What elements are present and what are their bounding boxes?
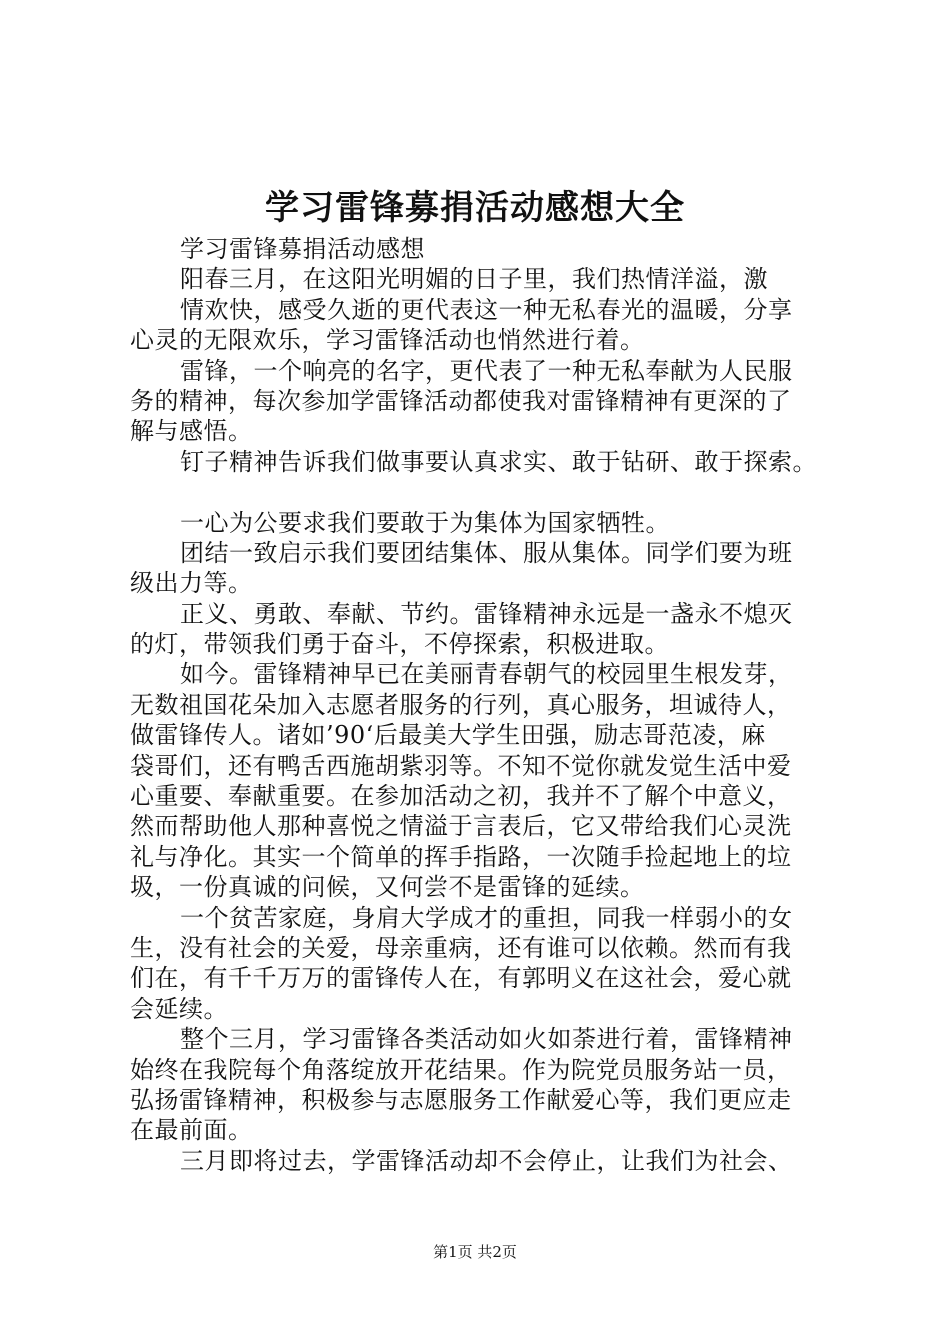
text-line: 钉子精神告诉我们做事要认真求实、敢于钻研、敢于探索。: [180, 447, 817, 476]
text-line: 心重要、奉献重要。在参加活动之初，我并不了解个中意义，: [130, 782, 792, 811]
text-line: 圾，一份真诚的问候，又何尝不是雷锋的延续。: [130, 873, 645, 902]
text-line: 在最前面。: [130, 1116, 253, 1145]
text-line: 礼与净化。其实一个简单的挥手指路，一次随手捡起地上的垃: [130, 842, 792, 871]
text-line: 级出力等。: [130, 569, 253, 598]
text-line: 无数祖国花朵加入志愿者服务的行列，真心服务，坦诚待人，: [130, 690, 792, 719]
text-line: 如今。雷锋精神早已在美丽青春朝气的校园里生根发芽，: [180, 660, 793, 689]
text-line: 正义、勇敢、奉献、节约。雷锋精神永远是一盏永不熄灭: [180, 599, 793, 628]
text-line: 做雷锋传人。诸如’90‘后最美大学生田强，励志哥范凌，麻: [130, 721, 766, 750]
text-line: 学习雷锋募捐活动感想: [180, 235, 425, 263]
text-line: 三月即将过去，学雷锋活动却不会停止，让我们为社会、: [180, 1146, 793, 1175]
text-line: 们在，有千千万万的雷锋传人在，有郭明义在这社会，爱心就: [130, 964, 792, 993]
blank-line: [130, 477, 850, 507]
text-line: 团结一致启示我们要团结集体、服从集体。同学们要为班: [180, 538, 793, 567]
text-line: 的灯，带领我们勇于奋斗，不停探索，积极进取。: [130, 630, 669, 659]
text-line: 袋哥们，还有鸭舌西施胡紫羽等。不知不觉你就发觉生活中爱: [130, 751, 792, 780]
text-line: 务的精神，每次参加学雷锋活动都使我对雷锋精神有更深的了: [130, 386, 792, 415]
document-title: 学习雷锋募捐活动感想大全: [265, 188, 685, 228]
text-line: 情欢快，感受久逝的更代表这一种无私春光的温暖，分享: [180, 295, 793, 324]
text-line: 会延续。: [130, 994, 228, 1023]
text-line: 弘扬雷锋精神，积极参与志愿服务工作献爱心等，我们更应走: [130, 1085, 792, 1114]
text-line: 雷锋，一个响亮的名字，更代表了一种无私奉献为人民服: [180, 356, 793, 385]
text-line: 阳春三月，在这阳光明媚的日子里，我们热情洋溢，激: [180, 265, 768, 294]
text-line: 一个贫苦家庭，身肩大学成才的重担，同我一样弱小的女: [180, 903, 793, 932]
page-footer: 第1页 共2页: [433, 1243, 517, 1261]
document-body: [130, 234, 850, 1176]
text-line: 生，没有社会的关爱，母亲重病，还有谁可以依赖。然而有我: [130, 933, 792, 962]
text-line: 然而帮助他人那种喜悦之情溢于言表后，它又带给我们心灵洗: [130, 812, 792, 841]
text-line: 一心为公要求我们要敢于为集体为国家牺牲。: [180, 508, 670, 537]
text-line: 解与感悟。: [130, 417, 253, 446]
text-line: 始终在我院每个角落绽放开花结果。作为院党员服务站一员，: [130, 1055, 792, 1084]
text-line: 整个三月，学习雷锋各类活动如火如荼进行着，雷锋精神: [180, 1025, 793, 1054]
text-line: 心灵的无限欢乐，学习雷锋活动也悄然进行着。: [130, 326, 645, 355]
